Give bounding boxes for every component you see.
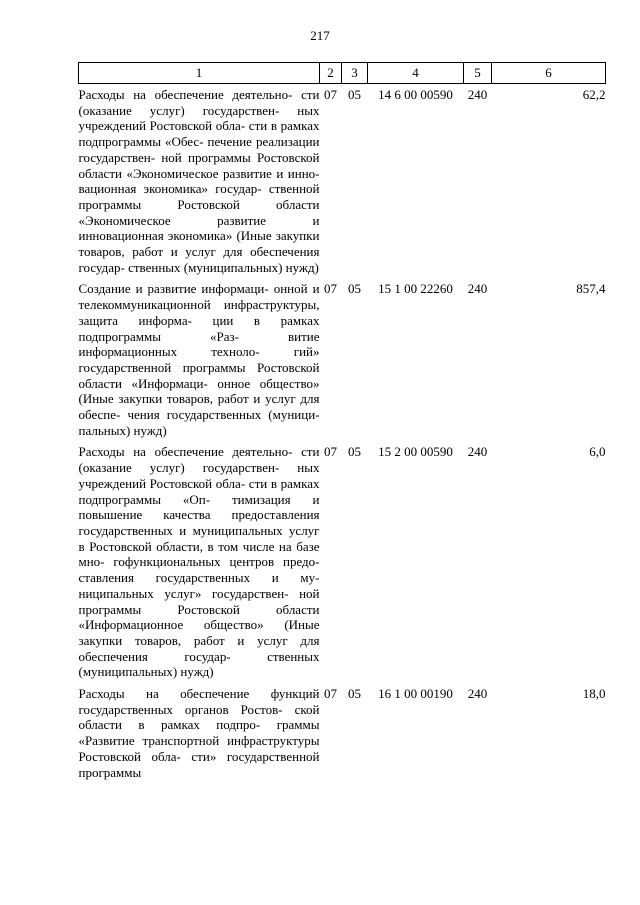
table-row bbox=[79, 683, 606, 783]
column-header: 6 bbox=[492, 63, 606, 84]
column-header: 2 bbox=[320, 63, 342, 84]
description-line: муниципальных услуг в Ростовской bbox=[78, 522, 320, 554]
description-line: Расходы на обеспечение деятельно- bbox=[78, 87, 293, 102]
target-article-code: 15 1 00 22260 bbox=[378, 281, 453, 297]
description-line: граммы «Развитие транспортной bbox=[78, 717, 320, 749]
table-row bbox=[79, 278, 606, 441]
column-header: 3 bbox=[342, 63, 368, 84]
budget-table bbox=[78, 62, 606, 783]
description-line: ных учреждений Ростовской обла- bbox=[78, 102, 320, 134]
description-line: ственных (муниципальных) нужд) bbox=[78, 648, 320, 680]
description-line: ставления государственных и му- bbox=[78, 570, 320, 586]
description-line: Расходы на обеспечение деятельно- bbox=[78, 444, 293, 460]
description-line: ных учреждений Ростовской обла- bbox=[78, 460, 320, 491]
description-line: ции в рамках подпрограммы «Раз- bbox=[78, 312, 320, 344]
description-line: ственной программы Ростовской bbox=[78, 181, 320, 212]
table-header-row bbox=[79, 63, 606, 84]
row-description bbox=[79, 84, 320, 279]
row-description bbox=[79, 683, 320, 783]
expense-type-code: 240 bbox=[467, 444, 488, 460]
description-line: товаров, работ и услуг для обеспе- bbox=[78, 391, 320, 423]
description-line: области, в том числе на базе мно- bbox=[78, 538, 320, 570]
table-row bbox=[79, 84, 606, 279]
amount: 62,2 bbox=[582, 87, 606, 102]
description-line: ственных (муниципальных) нужд) bbox=[128, 259, 319, 275]
description-line: гий» государственной программы bbox=[78, 344, 320, 375]
description-line: сти в рамках подпрограммы «Обес- bbox=[78, 118, 320, 150]
column-header: 5 bbox=[464, 63, 492, 84]
description-line: ниципальных услуг» государствен- bbox=[78, 585, 289, 601]
description-line: печение реализации государствен- bbox=[78, 134, 320, 165]
page-number: 217 bbox=[310, 28, 330, 43]
section-code: 07 bbox=[324, 444, 337, 460]
description-line: Расходы на обеспечение функций bbox=[78, 686, 320, 702]
row-description bbox=[79, 441, 320, 683]
description-line: области «Экономическое развитие bbox=[78, 196, 320, 228]
subsection-code: 05 bbox=[348, 444, 361, 460]
target-article-code: 15 2 00 00590 bbox=[378, 444, 453, 460]
description-line: гофункциональных центров предо- bbox=[113, 554, 320, 570]
description-line: государственных органов Ростов- bbox=[78, 701, 283, 717]
row-description bbox=[79, 278, 320, 441]
table-row bbox=[79, 441, 606, 683]
description-line: «Экономическое развитие и инно- bbox=[126, 165, 320, 181]
description-line: сти (оказание услуг) государствен- bbox=[78, 87, 320, 118]
description-line: онное общество» (Иные закупки bbox=[78, 375, 320, 407]
description-line: Создание и развитие информаци- bbox=[78, 281, 269, 297]
section-code: 07 bbox=[324, 686, 337, 702]
amount: 857,4 bbox=[576, 281, 606, 297]
subsection-code: 05 bbox=[348, 281, 361, 297]
description-line: инфраструктуры, защита информа- bbox=[78, 297, 320, 328]
subsection-code: 05 bbox=[348, 686, 361, 702]
description-line: ной программы Ростовской области bbox=[78, 585, 320, 617]
column-header: 4 bbox=[368, 63, 464, 84]
expense-type-code: 240 bbox=[467, 87, 488, 102]
description-line: витие информационных техноло- bbox=[78, 328, 320, 360]
target-article-code: 16 1 00 00190 bbox=[378, 686, 453, 702]
description-line: ской области в рамках подпро- bbox=[78, 701, 320, 733]
description-line: вационная экономика» государ- bbox=[78, 181, 262, 197]
description-line: чения государственных (муници- bbox=[127, 407, 320, 423]
description-line: ной программы Ростовской области bbox=[78, 149, 320, 181]
description-line: тимизация и повышение качества bbox=[78, 491, 320, 523]
description-line: услуг для обеспечения государ- bbox=[78, 632, 320, 664]
description-line: сти» государственной программы bbox=[78, 748, 320, 780]
target-article-code: 14 6 00 00590 bbox=[378, 87, 453, 102]
description-line: онной и телекоммуникационной bbox=[78, 281, 320, 313]
description-line: Ростовской области «Информаци- bbox=[78, 359, 320, 391]
expense-type-code: 240 bbox=[467, 281, 488, 297]
description-line: предоставления государственных и bbox=[78, 507, 320, 538]
section-code: 07 bbox=[324, 281, 337, 297]
expense-type-code: 240 bbox=[467, 686, 488, 702]
description-line: «Информационное общество» bbox=[78, 617, 264, 633]
description-line: инфраструктуры Ростовской обла- bbox=[78, 733, 320, 764]
description-line: сти в рамках подпрограммы «Оп- bbox=[78, 475, 320, 507]
description-line: (Иные закупки товаров, работ и bbox=[78, 228, 320, 260]
amount: 6,0 bbox=[589, 444, 606, 460]
amount: 18,0 bbox=[582, 686, 606, 702]
description-line: пальных) нужд) bbox=[78, 422, 167, 438]
section-code: 07 bbox=[324, 87, 337, 102]
subsection-code: 05 bbox=[348, 87, 361, 102]
column-header: 1 bbox=[79, 63, 320, 84]
description-line: сти (оказание услуг) государствен- bbox=[78, 444, 320, 476]
description-line: услуг для обеспечения государ- bbox=[78, 244, 320, 275]
description-line: (Иные закупки товаров, работ и bbox=[78, 617, 320, 648]
description-line: и инновационная экономика» bbox=[78, 212, 320, 244]
